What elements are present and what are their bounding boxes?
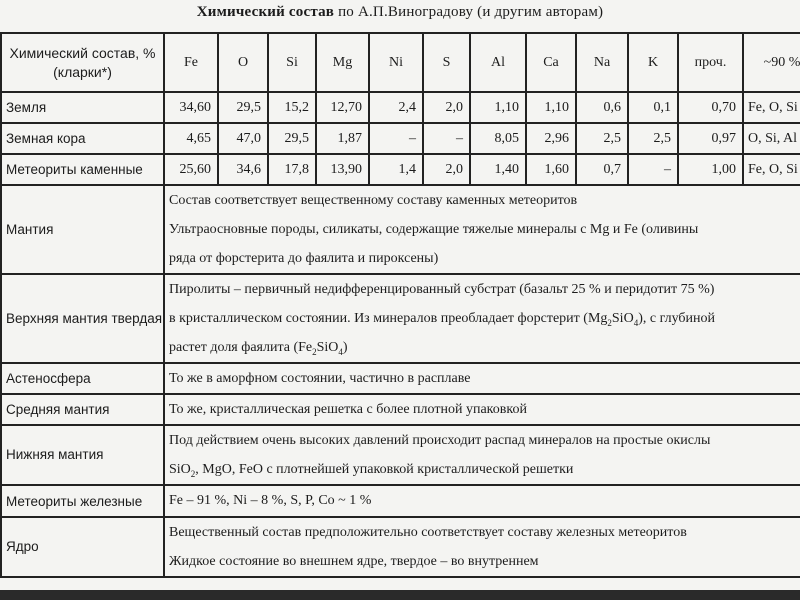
- table-cell: 2,96: [526, 123, 576, 154]
- page-title: [0, 4, 800, 21]
- layer-row-upper-mantle: [1, 274, 800, 363]
- layer-description: [164, 425, 800, 485]
- layer-row-iron-meteorites: [1, 485, 800, 517]
- table-row: [1, 123, 800, 154]
- table-cell: 4,65: [164, 123, 218, 154]
- table-cell: 17,8: [268, 154, 316, 185]
- description-line: ряда от форстерита до фаялита и пироксены): [169, 251, 439, 266]
- layer-row-core: [1, 517, 800, 577]
- description-line: SiO$_2$, MgO, FeO с плотнейшей упаковкой кристаллической решетки: [169, 462, 574, 479]
- layer-row-lower-mantle: [1, 425, 800, 485]
- layer-row-mantle: [1, 185, 800, 274]
- layer-label: Средняя мантия: [1, 394, 164, 425]
- bottom-border: [0, 590, 800, 600]
- header-element: Fe: [164, 33, 218, 92]
- table-cell: 1,4: [369, 154, 423, 185]
- table-cell: 1,10: [526, 92, 576, 123]
- layer-label: Метеориты железные: [1, 485, 164, 517]
- composition-table-wrap: [0, 32, 800, 590]
- table-cell: 2,0: [423, 154, 470, 185]
- layer-description: [164, 517, 800, 577]
- table-cell: –: [369, 123, 423, 154]
- header-element: Mg: [316, 33, 369, 92]
- header-element: проч.: [678, 33, 743, 92]
- table-cell: 15,2: [268, 92, 316, 123]
- table-row: [1, 154, 800, 185]
- layer-label: Мантия: [1, 185, 164, 274]
- composition-table: [0, 32, 800, 578]
- header-composition: Химический состав, % (кларки*): [1, 33, 164, 92]
- table-cell: 2,5: [628, 123, 678, 154]
- table-cell: 29,5: [268, 123, 316, 154]
- table-cell: Fe, O, Si: [743, 92, 800, 123]
- header-element: Na: [576, 33, 628, 92]
- table-cell: 13,90: [316, 154, 369, 185]
- table-cell: 2,4: [369, 92, 423, 123]
- layer-row-asthenosphere: [1, 363, 800, 394]
- table-cell: 2,5: [576, 123, 628, 154]
- table-cell: 1,00: [678, 154, 743, 185]
- title-rest: по А.П.Виноградову (и другим авторам): [338, 4, 604, 20]
- layer-label: Ядро: [1, 517, 164, 577]
- header-element: S: [423, 33, 470, 92]
- table-cell: 25,60: [164, 154, 218, 185]
- table-cell: 2,0: [423, 92, 470, 123]
- table-cell: 0,70: [678, 92, 743, 123]
- layer-label: Нижняя мантия: [1, 425, 164, 485]
- layer-label: Верхняя мантия твердая: [1, 274, 164, 363]
- layer-description: [164, 185, 800, 274]
- table-cell: 1,60: [526, 154, 576, 185]
- table-cell: 8,05: [470, 123, 526, 154]
- table-cell: O, Si, Al: [743, 123, 800, 154]
- table-cell: 0,97: [678, 123, 743, 154]
- table-cell: 1,40: [470, 154, 526, 185]
- table-cell: Fe, O, Si: [743, 154, 800, 185]
- table-cell: 1,10: [470, 92, 526, 123]
- table-cell: –: [628, 154, 678, 185]
- header-element: Ni: [369, 33, 423, 92]
- table-cell: 47,0: [218, 123, 268, 154]
- table-cell: 29,5: [218, 92, 268, 123]
- description-line: Жидкое состояние во внешнем ядре, твердое – во внутреннем: [169, 554, 539, 569]
- table-row: [1, 92, 800, 123]
- description-line: Состав соответствует вещественному составу каменных метеоритов: [169, 193, 578, 208]
- layer-description: То же в аморфном состоянии, частично в расплаве: [164, 363, 800, 394]
- description-line: Под действием очень высоких давлений происходит распад минералов на простые окислы: [169, 433, 711, 448]
- layer-description: То же, кристаллическая решетка с более плотной упаковкой: [164, 394, 800, 425]
- header-element: ~90 %: [743, 33, 800, 92]
- header-row: [1, 33, 800, 92]
- header-element: Ca: [526, 33, 576, 92]
- row-label: Земная кора: [1, 123, 164, 154]
- title-bold: Химический состав: [196, 4, 335, 20]
- row-label: Земля: [1, 92, 164, 123]
- row-label: Метеориты каменные: [1, 154, 164, 185]
- description-line: Ультраосновные породы, силикаты, содержащие тяжелые минералы с Mg и Fe (оливины: [169, 222, 699, 237]
- layer-description: Fe – 91 %, Ni – 8 %, S, P, Co ~ 1 %: [164, 485, 800, 517]
- layer-label: Астеносфера: [1, 363, 164, 394]
- layer-description: [164, 274, 800, 363]
- header-element: O: [218, 33, 268, 92]
- table-cell: 1,87: [316, 123, 369, 154]
- description-line: Вещественный состав предположительно соответствует составу железных метеоритов: [169, 525, 687, 540]
- header-element: Si: [268, 33, 316, 92]
- table-cell: 0,1: [628, 92, 678, 123]
- table-cell: 34,6: [218, 154, 268, 185]
- header-element: K: [628, 33, 678, 92]
- description-line: Пиролиты – первичный недифференцированный субстрат (базальт 25 % и перидотит 75 %): [169, 282, 715, 297]
- table-cell: 0,7: [576, 154, 628, 185]
- table-cell: 34,60: [164, 92, 218, 123]
- header-element: Al: [470, 33, 526, 92]
- table-cell: –: [423, 123, 470, 154]
- table-cell: 12,70: [316, 92, 369, 123]
- layer-row-middle-mantle: [1, 394, 800, 425]
- description-line: растет доля фаялита $(Fe_2SiO_4)$: [169, 340, 348, 357]
- table-cell: 0,6: [576, 92, 628, 123]
- description-line: в кристаллическом состоянии. Из минералов преобладает форстерит $(Mg_2SiO_4)$, с глубиной: [169, 311, 715, 328]
